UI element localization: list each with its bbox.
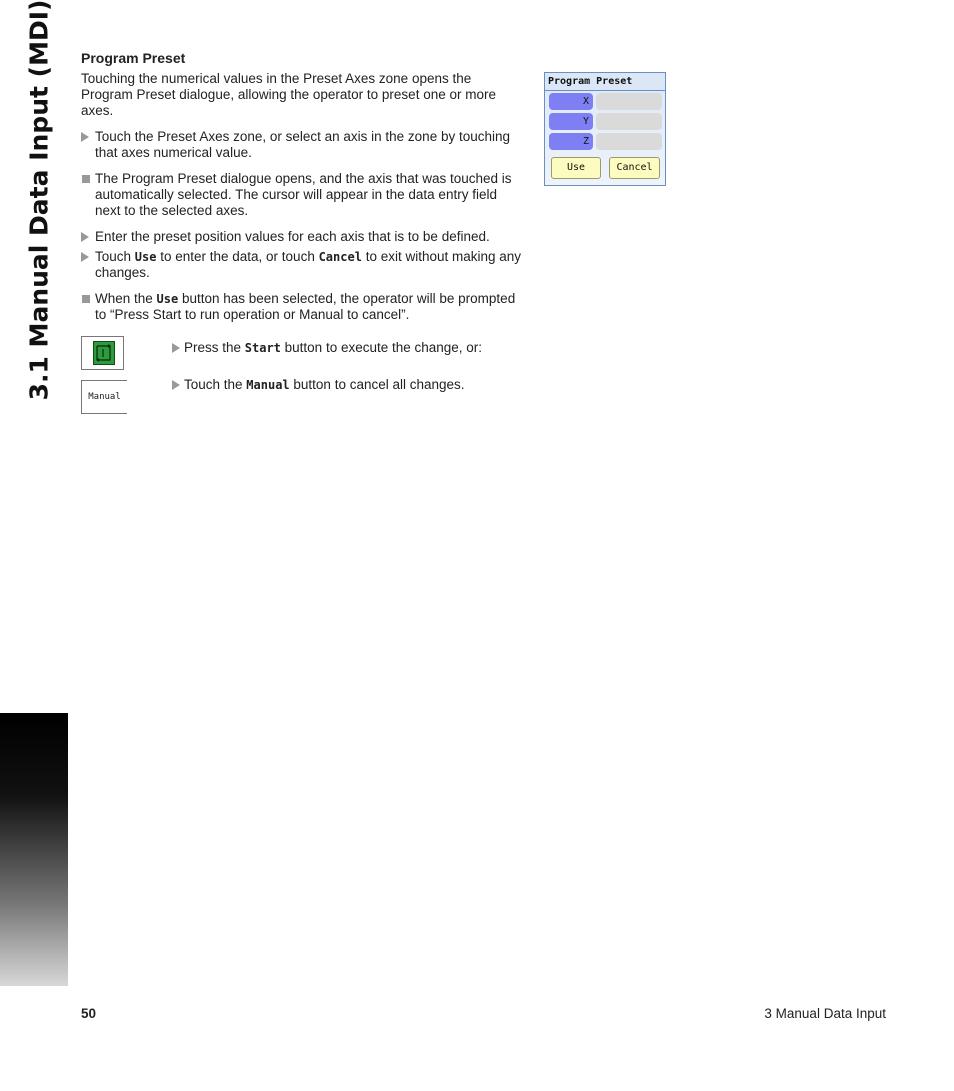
note-text: The Program Preset dialogue opens, and the axis that was touched is automatically selected. The cursor will appear in the data entry field next to the selected axes. — [95, 171, 512, 218]
axis-label-z[interactable]: Z — [549, 133, 593, 150]
start-keyword: Start — [244, 341, 281, 355]
step-text-part: to enter the data, or touch — [156, 249, 319, 264]
use-keyword: Use — [156, 292, 179, 306]
section-heading: Program Preset — [81, 50, 186, 66]
manual-row — [81, 377, 531, 416]
note-dialogue-opens — [81, 171, 526, 219]
axis-value-field-z[interactable] — [596, 133, 662, 150]
manual-button[interactable]: Manual — [81, 380, 127, 414]
note-use-selected — [81, 291, 526, 323]
start-row — [81, 336, 531, 372]
chapter-title-text: 3.1 Manual Data Input (MDI) — [24, 0, 54, 401]
axis-label-y[interactable]: Y — [549, 113, 593, 130]
chapter-side-title — [14, 0, 64, 400]
note-square-icon — [82, 295, 90, 303]
chapter-tab-bar — [0, 713, 68, 986]
use-keyword: Use — [134, 250, 157, 264]
use-button[interactable]: Use — [551, 157, 601, 179]
page-number: 50 — [81, 1006, 97, 1021]
instruction-text-part: Press the — [184, 340, 245, 355]
intro-paragraph: Touching the numerical values in the Preset Axes zone opens the Program Preset dialogue, allowing the operator to preset one or more axes. — [81, 71, 496, 118]
footer-chapter: 3 Manual Data Input — [764, 1006, 886, 1021]
axis-row-z — [549, 133, 663, 150]
step-text-part: to exit without making any changes. — [95, 249, 522, 280]
note-text-part: When the — [95, 291, 157, 306]
step-arrow-icon — [81, 252, 89, 262]
step-arrow-icon — [81, 132, 89, 142]
axis-row-x — [549, 93, 663, 110]
main-content — [81, 50, 526, 333]
step-text: Enter the preset position values for each axis that is to be defined. — [95, 229, 490, 244]
step-touch-preset-zone — [81, 129, 526, 161]
start-button[interactable] — [81, 336, 124, 370]
axis-label-x[interactable]: X — [549, 93, 593, 110]
program-preset-dialog — [544, 72, 666, 186]
start-program-icon — [93, 341, 115, 365]
start-flow-icon — [94, 342, 114, 364]
instruction-text-part: button to execute the change, or: — [280, 340, 483, 355]
instruction-text-part: Touch the — [184, 377, 247, 392]
axis-row-y — [549, 113, 663, 130]
axis-value-field-x[interactable] — [596, 93, 662, 110]
step-arrow-icon — [172, 343, 180, 353]
manual-keyword: Manual — [246, 378, 290, 392]
step-text: Touch the Preset Axes zone, or select an axis in the zone by touching that axes numerical value. — [95, 129, 510, 160]
axis-value-field-y[interactable] — [596, 113, 662, 130]
step-touch-use-or-cancel — [81, 249, 526, 281]
step-enter-values — [81, 229, 526, 245]
instruction-text-part: button to cancel all changes. — [289, 377, 465, 392]
note-square-icon — [82, 175, 90, 183]
step-text-part: Touch — [95, 249, 135, 264]
start-instruction — [172, 340, 482, 356]
cancel-keyword: Cancel — [318, 250, 362, 264]
note-text-part: button has been selected, the operator will be prompted to “Press Start to run operation or Manual to cancel”. — [95, 291, 516, 322]
dialog-title: Program Preset — [545, 73, 665, 91]
step-arrow-icon — [81, 232, 89, 242]
cancel-button[interactable]: Cancel — [609, 157, 660, 179]
step-arrow-icon — [172, 380, 180, 390]
manual-instruction — [172, 377, 465, 393]
